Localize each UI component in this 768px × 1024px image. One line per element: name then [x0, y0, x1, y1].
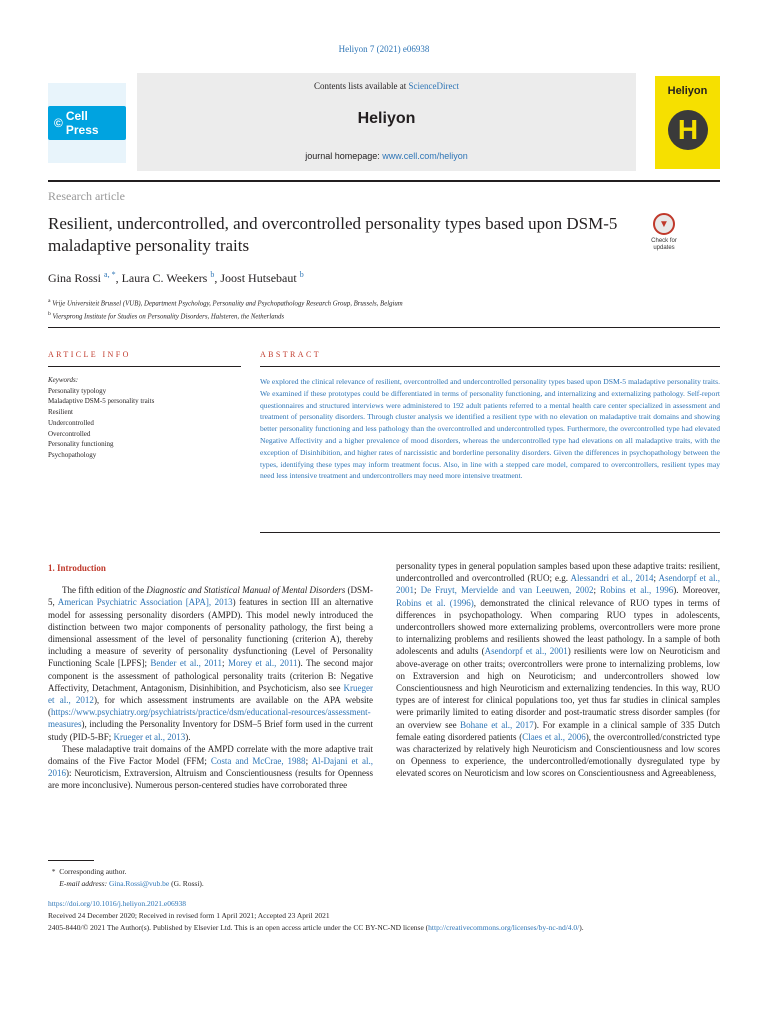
cover-title: Heliyon — [667, 85, 708, 97]
abstract-divider — [260, 366, 720, 367]
author-affiliation-marker[interactable]: b — [299, 270, 304, 279]
journal-reference[interactable]: Heliyon 7 (2021) e06938 — [338, 44, 430, 54]
body-column-left — [48, 562, 373, 792]
right-paragraphs — [396, 560, 720, 780]
text-run: (DSM-5, — [48, 585, 373, 608]
license-suffix: ). — [579, 923, 584, 932]
italic-text: Diagnostic and Statistical Manual of Mental Disorders — [146, 585, 346, 596]
citation-link[interactable]: Krueger et al., 2013 — [113, 731, 186, 742]
body-paragraph — [48, 743, 373, 792]
article-info-heading: ARTICLE INFO — [48, 350, 131, 359]
affiliation-text: Vrije Universiteit Brussel (VUB), Department Psychology, Personality and Psychopathology Research Group, Brussels, Belgium — [52, 300, 403, 308]
keyword-item: Resilient — [48, 408, 73, 417]
cover-h-icon: H — [668, 110, 708, 150]
footnote-marker: * — [51, 867, 56, 876]
text-run: ; — [414, 585, 421, 596]
keywords-block — [48, 375, 154, 461]
keywords-label: Keywords: — [48, 376, 79, 384]
citation-link[interactable]: Krueger et al., 2012 — [48, 682, 373, 706]
citation-link[interactable]: Asendorpf et al., 2001 — [396, 573, 720, 596]
text-run: ; — [653, 573, 659, 584]
license-prefix: 2405-8440/© 2021 The Author(s). Published by Elsevier Ltd. This is an open access article under the CC BY-NC-ND license ( — [48, 923, 429, 932]
text-run: ). For example in a clinical sample of 335 Dutch female eating disordered patients ( — [396, 719, 720, 742]
citation-link[interactable]: Al-Dajani et al., 2016 — [48, 756, 374, 779]
body-paragraph — [396, 560, 720, 780]
keyword-item: Overcontrolled — [48, 429, 91, 438]
cellpress-badge — [48, 106, 126, 140]
corresponding-author-text: Corresponding author. — [59, 867, 127, 876]
citation-link[interactable]: Claes et al., 2006 — [522, 731, 586, 742]
text-run: ). Moreover, — [673, 585, 720, 596]
sciencedirect-link[interactable]: ScienceDirect — [408, 81, 459, 91]
journal-title: Heliyon — [357, 110, 416, 127]
affiliation-item — [48, 309, 403, 322]
email-suffix: (G. Rossi). — [169, 879, 204, 888]
affiliation-marker: b — [48, 311, 51, 318]
author-affiliation-marker[interactable]: a, * — [104, 270, 116, 279]
keyword-item: Psychopathology — [48, 450, 97, 459]
abstract-text: We explored the clinical relevance of resilient, overcontrolled and undercontrolled personality types based upon DSM-5 maladaptive personality traits. We examined if these prototypes could be differentiated in terms of personality functioning, and internalizing and externalizing pathology. Self-report questionnaires and structured interviews were administered to 192 adult patients referred to a mental health care center specialized in assessment and treatment of personality disorders. Through cluster analysis we identified a resilient type with no elevation on maladaptive trait domains and showing better personality functioning and less pathology than the overcontrolled and undercontrolled types. Furthermore, the overcontrolled type had elevated Negative Affectivity and a higher prevalence of mood disorders, whereas the undercontrolled type had elevations on all maladaptive traits, with the exception of Disinhibition, and higher rates of narcissistic and borderline personality disorders. Given the differences in psychopathology between the types, identifying these types may inform treatment focus. Also, in line with a stepped care model, compared to overcontrollers, resilient types may need less intensive treatment and undercontrollers may need more intensive treatment. — [260, 377, 720, 481]
section-heading-introduction: 1. Introduction — [48, 563, 106, 573]
text-run: ; — [221, 658, 228, 669]
author-name[interactable]: Gina Rossi — [48, 271, 102, 285]
author-affiliation-marker[interactable]: b — [210, 270, 215, 279]
citation-link[interactable]: Asendorpf et al., 2001 — [484, 646, 568, 657]
journal-masthead — [48, 73, 720, 171]
affiliation-text: Viersprong Institute for Studies on Personality Disorders, Halsteren, the Netherlands — [52, 313, 285, 321]
text-run: ): Neuroticism, Extraversion, Altruism and Conscientiousness (results for Openness are more inconclusive). Numerous person-centered studies have corroborated three — [48, 768, 373, 791]
text-run: These maladaptive trait domains of the AMPD correlate with the more adaptive trait domains of the Five Factor Model (FFM; — [48, 743, 373, 767]
contents-prefix: Contents lists available at — [314, 81, 409, 91]
affiliation-item — [48, 296, 403, 309]
contents-line — [137, 81, 636, 91]
article-info-divider — [48, 366, 241, 367]
keyword-item: Maladaptive DSM-5 personality traits — [48, 397, 155, 406]
affiliation-divider — [48, 327, 720, 328]
body-paragraph — [48, 584, 373, 743]
footnote-divider — [48, 860, 94, 861]
bookmark-icon: ▼ — [653, 213, 675, 235]
article-title: Resilient, undercontrolled, and overcontrolled personality types based upon DSM-5 maladaptive personality traits — [48, 214, 618, 255]
text-run: The fifth edition of the — [62, 585, 147, 596]
header-divider — [48, 180, 720, 182]
text-run: personality types in general population samples based upon these adaptive traits: resilient, undercontrolled and overcontrolled (RUO; e.g. — [396, 561, 720, 584]
citation-link[interactable]: Morey et al., 2011 — [227, 658, 298, 669]
text-run: , demonstrated the clinical relevance of RUO types in terms of differences in psychopathology. When comparing RUO types in adolescents, undercontrollers showed more externalizing problems, overcontrollers were more prone to internalizing problems and resilients showed the least pathology. In a sample of both adolescents and adults ( — [396, 597, 720, 657]
email-label: E-mail address: — [59, 879, 108, 888]
article-footer — [48, 898, 720, 934]
cellpress-label: Cell Press — [65, 109, 99, 137]
email-link[interactable]: Gina.Rossi@vub.be — [108, 879, 170, 888]
keywords-list — [48, 386, 154, 461]
citation-link[interactable]: Costa and McCrae, 1988 — [210, 756, 306, 767]
journal-homepage-link[interactable]: www.cell.com/heliyon — [382, 151, 468, 161]
journal-cover-thumbnail[interactable] — [655, 76, 720, 169]
text-run: ) resilients were low on Neuroticism and above-average on other traits; overcontrollers were prone to internalizing problems, low on Extraversion and high on Neuroticism; and undercontrollers showed low Conscientiousness and high Neuroticism and externalizing tendencies. In this way, RUO types are of interest for clinical populations too, yet thus far studies in clinical samples were primarily limited to eating disorder and post-traumatic stress disorder samples (for an overview see — [396, 646, 720, 730]
received-dates: Received 24 December 2020; Received in revised form 1 April 2021; Accepted 23 April 2021 — [48, 911, 330, 920]
body-column-right — [396, 560, 720, 780]
affiliations — [48, 296, 403, 323]
abstract-bottom-divider — [260, 532, 720, 533]
text-run: ). — [185, 731, 191, 742]
author-name[interactable]: Joost Hutsebaut — [220, 271, 297, 285]
masthead-center — [137, 73, 636, 171]
citation-link[interactable]: Bohane et al., 2017 — [460, 719, 534, 730]
check-updates-label: Check for updates — [651, 238, 677, 251]
citation-link[interactable]: Robins et al., 1996 — [600, 585, 674, 596]
corresponding-author-note — [48, 866, 204, 878]
text-run: ; — [593, 585, 601, 596]
citation-link[interactable]: De Fruyt, Mervielde and van Leeuwen, 2002 — [420, 585, 594, 596]
keyword-item: Personality functioning — [48, 440, 114, 449]
keyword-item: Undercontrolled — [48, 418, 94, 427]
keyword-item: Personality typology — [48, 386, 107, 395]
footnotes — [48, 866, 204, 890]
left-paragraphs — [48, 584, 373, 791]
text-run: ), including the Personality Inventory for DSM–5 Brief form used in the current study (PID-5-BF; — [48, 719, 373, 742]
license-link[interactable]: http://creativecommons.org/licenses/by-nc-nd/4.0/ — [428, 923, 580, 932]
license-line — [48, 922, 720, 934]
text-run: ) features in section III an alternative model for assessing personality disorders (AMPD). This model newly introduced the distinction between two major components of personality pathology, the first being a dimensional assessment of the level of personality functioning (criterion A), thereby including a measure of severity of personality dysfunctioning (Level of Personality Functioning Scale [LPFS]; — [48, 597, 373, 669]
affiliation-marker: a — [48, 298, 51, 304]
doi-link[interactable]: https://doi.org/10.1016/j.heliyon.2021.e06938 — [48, 899, 186, 908]
text-run: ), for which assessment instruments are available on the APA website ( — [48, 695, 373, 718]
author-name[interactable]: Laura C. Weekers — [121, 271, 208, 285]
author-list: Gina Rossi $^{a, *}$, Laura C. Weekers $^b$, Joost Hutsebaut $^b$ — [48, 270, 304, 285]
article-type: Research article — [48, 189, 125, 203]
abstract-heading: ABSTRACT — [260, 350, 321, 359]
text-run: ). The second major component is the assessment of pathological personality traits (criterion B: Negative Affectivity, Detachment, Antagonism, Disinhibition, and Psychoticism, also see — [48, 658, 374, 693]
cellpress-c-icon: © — [54, 116, 63, 130]
citation-link[interactable]: Alessandri et al., 2014 — [570, 573, 654, 584]
email-note — [48, 878, 204, 890]
citation-link[interactable]: Robins et al. (1996) — [396, 597, 474, 608]
check-for-updates-button[interactable] — [640, 213, 688, 257]
citation-link[interactable]: https://www.psychiatry.org/psychiatrists/practice/dsm/educational-resources/assessment-measures — [48, 707, 371, 730]
citation-link[interactable]: American Psychiatric Association [APA], 2013 — [57, 597, 233, 608]
text-run: ; — [305, 756, 312, 767]
text-run: ), the overcontrolled/constricted type was characterized by relatively high Neuroticism and Conscientiousness and low scores on Openness to experience, the undercontrolled/emotionally dysregulated type by elevated scores on Neuroticism and low scores on Conscientiousness and Agreeableness, — [396, 731, 720, 779]
homepage-prefix: journal homepage: — [305, 151, 383, 161]
citation-link[interactable]: Bender et al., 2011 — [150, 658, 222, 669]
cellpress-logo[interactable] — [48, 83, 126, 163]
homepage-line — [137, 151, 636, 161]
